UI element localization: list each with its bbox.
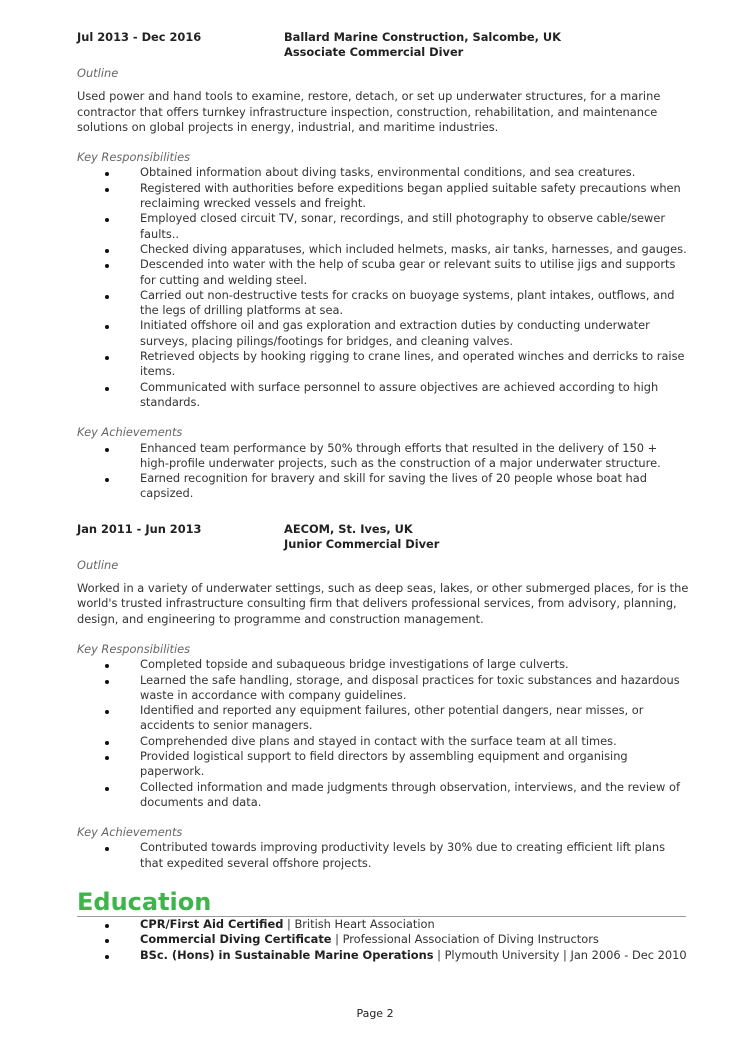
list-item: Communicated with surface personnel to assure objectives are achieved according to high standards. [77,380,689,411]
job-org [284,30,689,60]
list-item: Enhanced team performance by 50% through efforts that resulted in the delivery of 150 + high-profile underwater projects, such as the construction of a major underwater structure. [77,441,689,472]
list-item: Comprehended dive plans and stayed in contact with the surface team at all times. [77,734,689,749]
qualification-name: Commercial Diving Certificate [140,932,332,947]
job-org [284,522,689,552]
education-item [77,917,689,932]
list-item: Registered with authorities before expeditions began applied suitable safety precautions when reclaiming wrecked vessels and freight. [77,181,689,212]
list-item: Completed topside and subaqueous bridge investigations of large culverts. [77,657,689,672]
qualification-details: | Professional Association of Diving Instructors [331,932,599,947]
job-dates: Jul 2013 - Dec 2016 [77,30,202,44]
job-title: Associate Commercial Diver [284,45,464,59]
page-number: Page 2 [356,1007,394,1020]
resume-page [77,30,689,963]
list-item: Checked diving apparatuses, which included helmets, masks, air tanks, harnesses, and gauges. [77,242,689,257]
job-outline: Used power and hand tools to examine, restore, detach, or set up underwater structures, for a marine contractor that offers turnkey infrastructure inspection, construction, rehabilitation, and maintenance solutions on global projects in energy, industrial, and maritime industries. [77,89,661,134]
qualification-name: BSc. (Hons) in Sustainable Marine Operations [140,947,434,962]
job-title: Junior Commercial Diver [284,536,440,551]
education-list [77,917,689,963]
education-item [77,932,689,947]
qualification-name: CPR/First Aid Certified [140,917,284,932]
qualification-details: | British Heart Association [283,917,435,932]
list-item: Initiated offshore oil and gas exploration and extraction duties by conducting underwater surveys, placing pilings/footings for bridges, and cleaning valves. [77,318,689,349]
list-item: Earned recognition for bravery and skill for saving the lives of 20 people whose boat had capsized. [77,471,689,502]
list-item: Identified and reported any equipment failures, other potential dangers, near misses, or accidents to senior managers. [77,703,689,734]
achievements-label: Key Achievements [77,425,183,440]
list-item: Retrieved objects by hooking rigging to crane lines, and operated winches and derricks to raise items. [77,349,689,380]
qualification-details: | Plymouth University | Jan 2006 - Dec 2010 [433,947,687,962]
job-outline: Worked in a variety of underwater settings, such as deep seas, lakes, or other submerged places, for is the world's trusted infrastructure consulting firm that delivers professional services, from advisory, planning, design, and engineering to programme and construction management. [77,581,689,626]
list-item: Obtained information about diving tasks, environmental conditions, and sea creatures. [77,165,689,180]
list-item: Descended into water with the help of scuba gear or relevant suits to utilise jigs and supports for cutting and welding steel. [77,257,689,288]
job-entry [77,522,689,871]
achievements-label: Key Achievements [77,825,183,840]
list-item: Employed closed circuit TV, sonar, recordings, and still photography to observe cable/sewer faults.. [77,211,689,242]
job-header [77,522,689,552]
achievements-list [77,441,689,502]
education-heading: Education [77,888,686,917]
list-item: Provided logistical support to field directors by assembling equipment and organising paperwork. [77,749,689,780]
responsibilities-list [77,657,689,810]
outline-label: Outline [77,557,119,572]
job-header [77,30,689,60]
responsibilities-label: Key Responsibilities [77,150,191,165]
job-entry [77,30,689,502]
list-item: Learned the safe handling, storage, and disposal practices for toxic substances and hazardous waste in accordance with company guidelines. [77,673,689,704]
job-dates: Jan 2011 - Jun 2013 [77,521,202,536]
achievements-list [77,840,689,871]
list-item: Carried out non-destructive tests for cracks on buoyage systems, plant intakes, outflows, and the legs of drilling platforms at sea. [77,288,689,319]
list-item: Contributed towards improving productivity levels by 30% due to creating efficient lift plans that expedited several offshore projects. [77,840,689,871]
job-company: AECOM, St. Ives, UK [284,521,413,536]
job-company: Ballard Marine Construction, Salcombe, UK [284,30,562,44]
outline-label: Outline [77,66,119,80]
responsibilities-label: Key Responsibilities [77,641,191,656]
list-item: Collected information and made judgments through observation, interviews, and the review of documents and data. [77,780,689,811]
responsibilities-list [77,165,689,410]
education-item [77,948,689,963]
